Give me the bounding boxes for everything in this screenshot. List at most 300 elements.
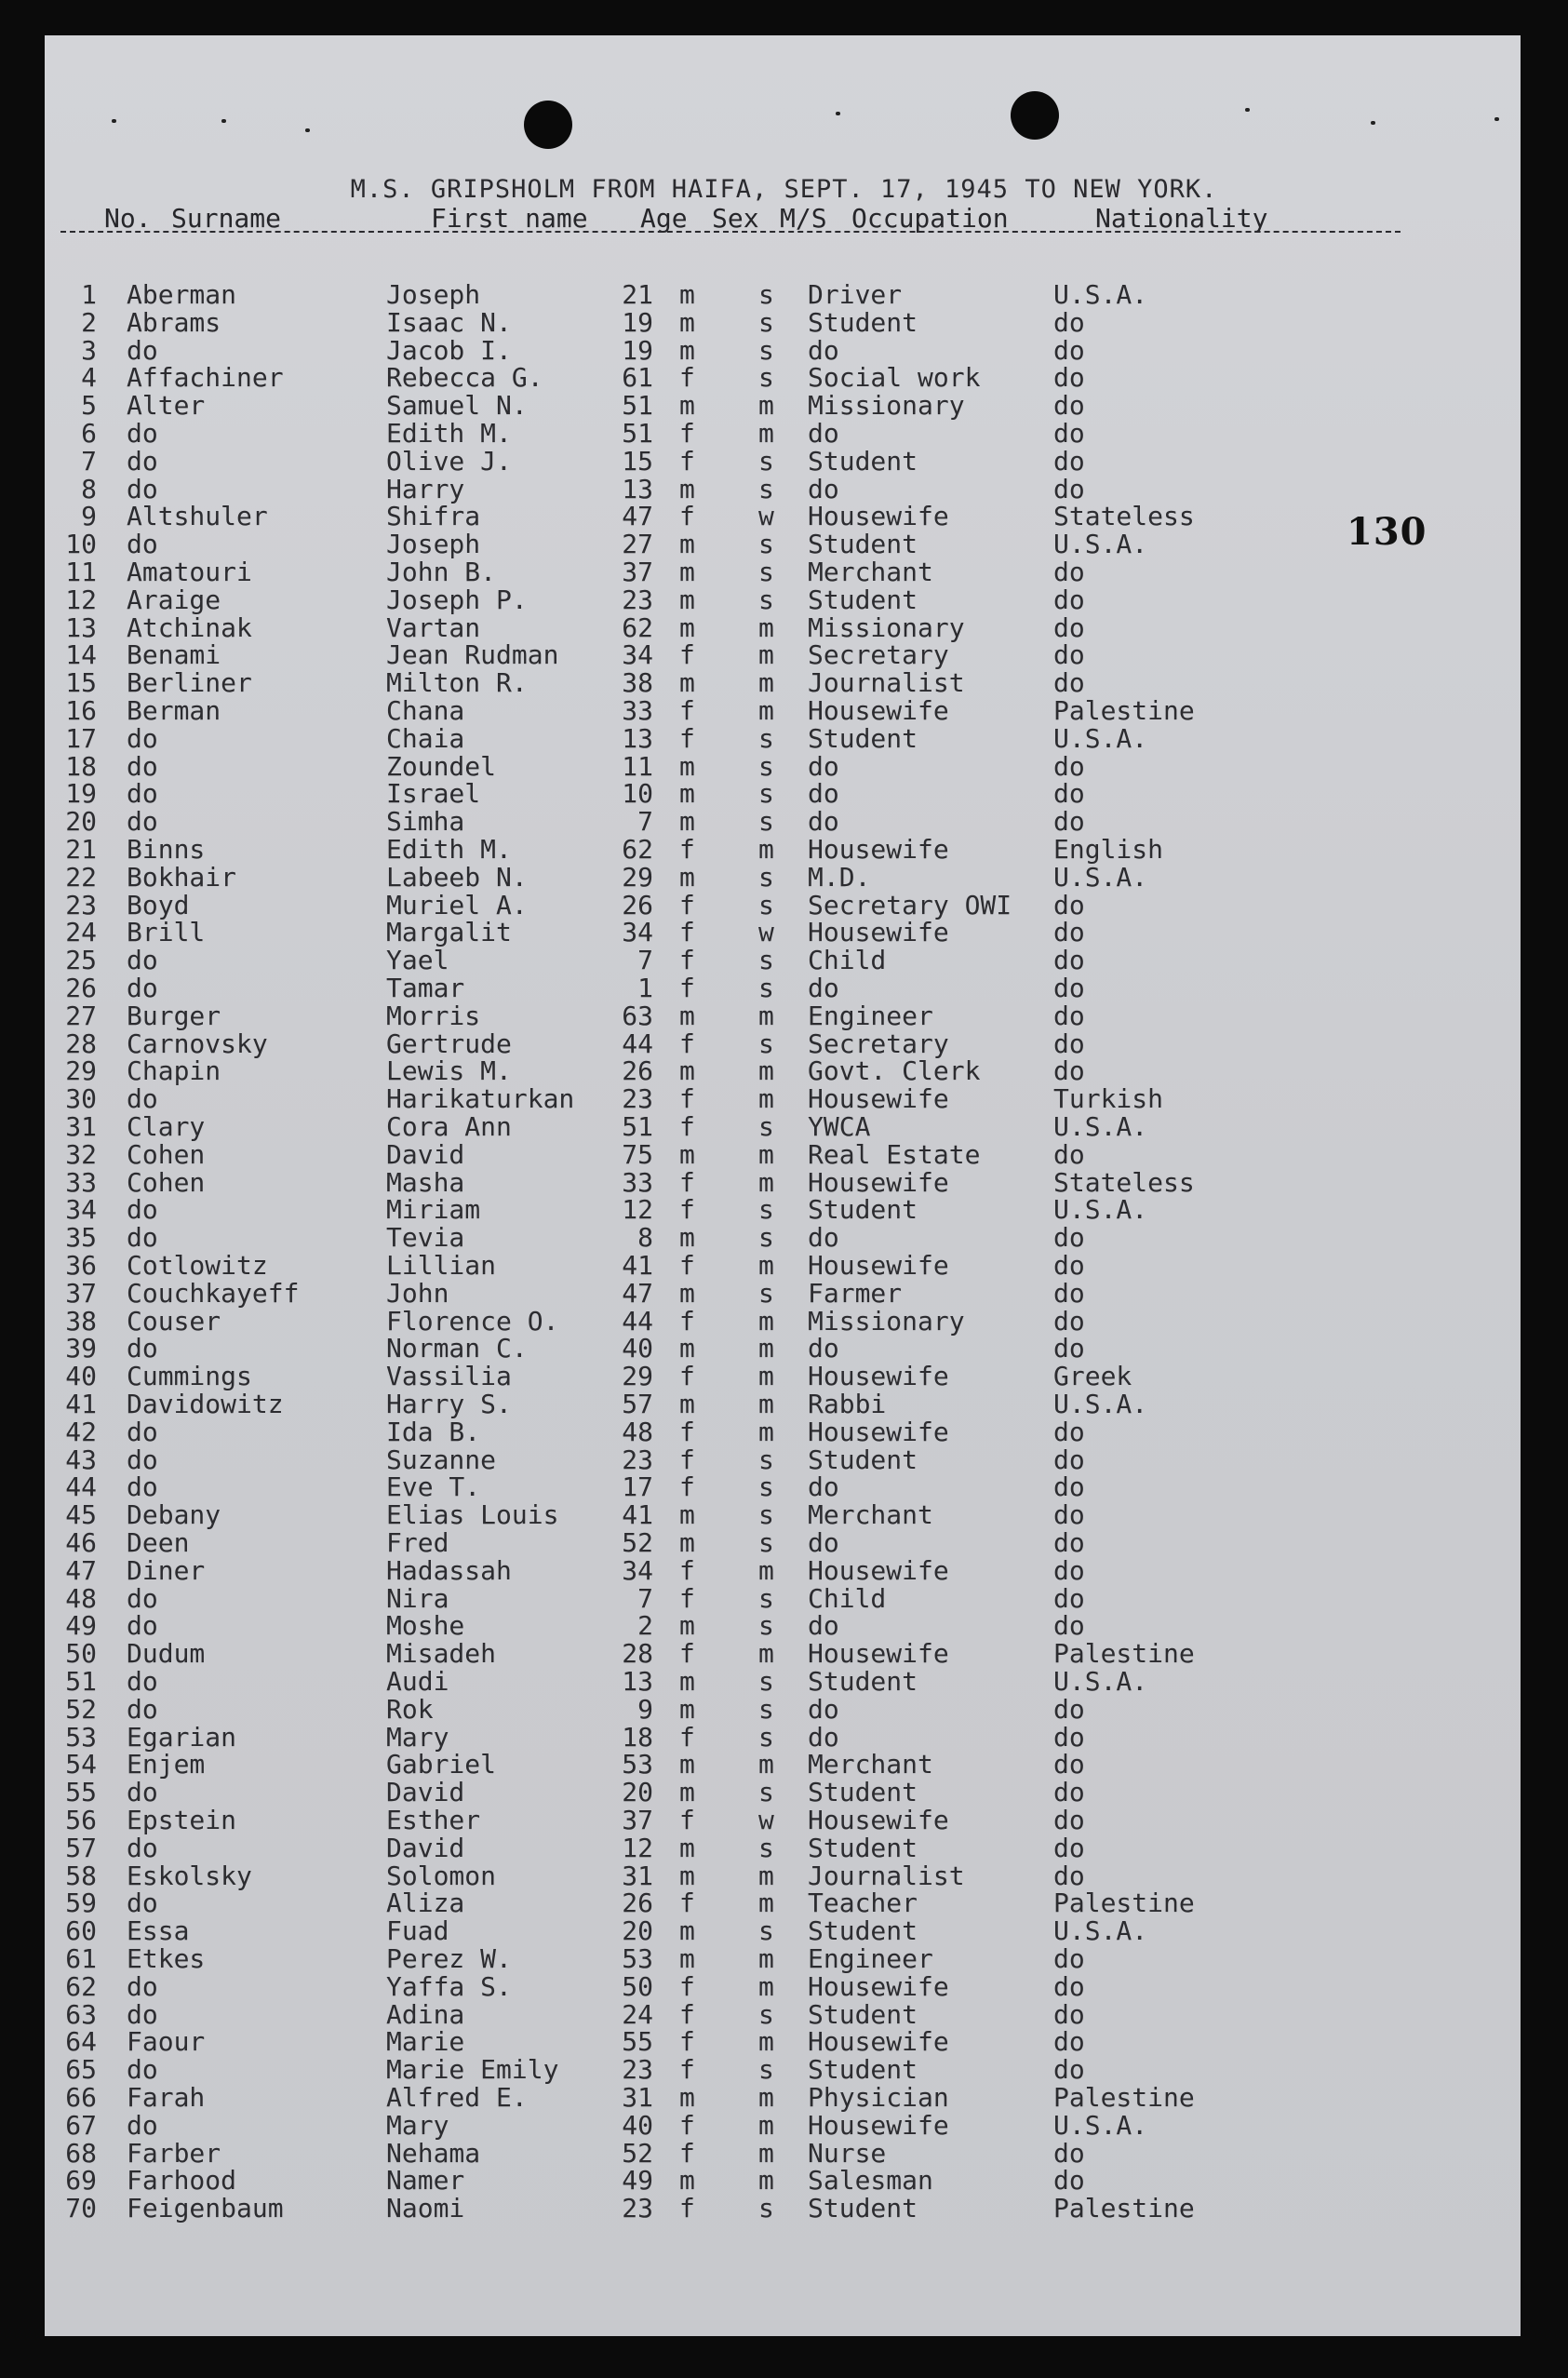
table-row bbox=[0, 1055, 1568, 1087]
punch-hole bbox=[524, 101, 572, 149]
sex-cell: f bbox=[679, 2026, 695, 2058]
table-row bbox=[0, 1222, 1568, 1254]
table-row bbox=[0, 390, 1568, 422]
sex-cell: f bbox=[679, 1111, 695, 1142]
row-number-cell: 64 bbox=[65, 2026, 97, 2058]
surname-cell: Farhood bbox=[127, 2165, 237, 2197]
marital-status-cell: m bbox=[758, 1638, 774, 1670]
first-name-cell: Ida B. bbox=[386, 1416, 481, 1447]
column-header-surname: Surname bbox=[171, 203, 282, 234]
sex-cell: m bbox=[679, 1000, 695, 1031]
surname-cell: Cotlowitz bbox=[127, 1250, 268, 1281]
marital-status-cell: s bbox=[758, 1721, 774, 1753]
occupation-cell: Housewife bbox=[808, 2109, 949, 2141]
table-row bbox=[0, 529, 1568, 560]
surname-cell: do bbox=[127, 1194, 158, 1226]
age-cell: 9 bbox=[637, 1693, 653, 1725]
header-rule bbox=[60, 231, 1400, 233]
first-name-cell: David bbox=[386, 1777, 465, 1808]
age-cell: 51 bbox=[622, 390, 653, 422]
age-cell: 15 bbox=[622, 445, 653, 477]
column-header-nationality: Nationality bbox=[1095, 203, 1268, 234]
table-row bbox=[0, 1111, 1568, 1142]
nationality-cell: do bbox=[1053, 1138, 1085, 1170]
marital-status-cell: m bbox=[758, 834, 774, 865]
marital-status-cell: s bbox=[758, 473, 774, 504]
marital-status-cell: s bbox=[758, 445, 774, 477]
age-cell: 7 bbox=[637, 945, 653, 976]
nationality-cell: Stateless bbox=[1053, 1166, 1195, 1198]
occupation-cell: Journalist bbox=[808, 1860, 965, 1891]
surname-cell: Cohen bbox=[127, 1166, 206, 1198]
occupation-cell: do bbox=[808, 806, 839, 838]
first-name-cell: Mary bbox=[386, 2109, 449, 2141]
nationality-cell: do bbox=[1053, 639, 1085, 671]
occupation-cell: Housewife bbox=[808, 695, 949, 726]
nationality-cell: do bbox=[1053, 445, 1085, 477]
table-row bbox=[0, 279, 1568, 310]
age-cell: 52 bbox=[622, 1527, 653, 1558]
row-number-cell: 20 bbox=[65, 806, 97, 838]
sex-cell: m bbox=[679, 1749, 695, 1780]
occupation-cell: Engineer bbox=[808, 1943, 933, 1974]
table-row bbox=[0, 306, 1568, 338]
surname-cell: Altshuler bbox=[127, 501, 268, 532]
nationality-cell: Stateless bbox=[1053, 501, 1195, 532]
surname-cell: Egarian bbox=[127, 1721, 237, 1753]
occupation-cell: YWCA bbox=[808, 1111, 871, 1142]
nationality-cell: do bbox=[1053, 1028, 1085, 1059]
first-name-cell: Harikaturkan bbox=[386, 1083, 575, 1115]
row-number-cell: 8 bbox=[81, 473, 97, 504]
column-header-occupation: Occupation bbox=[851, 203, 1009, 234]
sex-cell: f bbox=[679, 1805, 695, 1835]
nationality-cell: English bbox=[1053, 834, 1164, 865]
surname-cell: Amatouri bbox=[127, 557, 252, 587]
age-cell: 33 bbox=[622, 695, 653, 726]
row-number-cell: 49 bbox=[65, 1610, 97, 1642]
age-cell: 26 bbox=[622, 1055, 653, 1087]
occupation-cell: Student bbox=[808, 1444, 918, 1475]
occupation-cell: Merchant bbox=[808, 1749, 933, 1780]
page-number: 130 bbox=[1347, 510, 1427, 554]
row-number-cell: 58 bbox=[65, 1860, 97, 1891]
sex-cell: f bbox=[679, 1721, 695, 1753]
occupation-cell: Salesman bbox=[808, 2165, 933, 2197]
sex-cell: f bbox=[679, 1250, 695, 1281]
age-cell: 75 bbox=[622, 1138, 653, 1170]
age-cell: 55 bbox=[622, 2026, 653, 2058]
first-name-cell: Samuel N. bbox=[386, 390, 528, 422]
occupation-cell: do bbox=[808, 473, 839, 504]
age-cell: 21 bbox=[622, 279, 653, 310]
table-row bbox=[0, 750, 1568, 782]
table-row bbox=[0, 667, 1568, 699]
marital-status-cell: s bbox=[758, 973, 774, 1003]
nationality-cell: do bbox=[1053, 1970, 1085, 2002]
first-name-cell: Yaffa S. bbox=[386, 1970, 512, 2002]
row-number-cell: 47 bbox=[65, 1554, 97, 1586]
sex-cell: f bbox=[679, 2054, 695, 2086]
table-row bbox=[0, 2109, 1568, 2141]
nationality-cell: U.S.A. bbox=[1053, 1194, 1148, 1226]
table-row bbox=[0, 1915, 1568, 1947]
age-cell: 34 bbox=[622, 639, 653, 671]
age-cell: 26 bbox=[622, 889, 653, 920]
nationality-cell: U.S.A. bbox=[1053, 1111, 1148, 1142]
occupation-cell: Social work bbox=[808, 362, 981, 394]
surname-cell: Atchinak bbox=[127, 611, 252, 643]
occupation-cell: do bbox=[808, 750, 839, 782]
marital-status-cell: s bbox=[758, 1582, 774, 1614]
table-row bbox=[0, 1943, 1568, 1974]
surname-cell: do bbox=[127, 1832, 158, 1863]
age-cell: 48 bbox=[622, 1416, 653, 1447]
row-number-cell: 44 bbox=[65, 1471, 97, 1503]
speck bbox=[836, 112, 840, 115]
surname-cell: Enjem bbox=[127, 1749, 206, 1780]
surname-cell: Boyd bbox=[127, 889, 190, 920]
first-name-cell: Vassilia bbox=[386, 1361, 512, 1392]
row-number-cell: 35 bbox=[65, 1222, 97, 1254]
row-number-cell: 23 bbox=[65, 889, 97, 920]
first-name-cell: Misadeh bbox=[386, 1638, 497, 1670]
row-number-cell: 48 bbox=[65, 1582, 97, 1614]
nationality-cell: do bbox=[1053, 1305, 1085, 1337]
surname-cell: do bbox=[127, 722, 158, 754]
row-number-cell: 21 bbox=[65, 834, 97, 865]
sex-cell: f bbox=[679, 1554, 695, 1586]
nationality-cell: Palestine bbox=[1053, 1638, 1195, 1670]
nationality-cell: do bbox=[1053, 1693, 1085, 1725]
nationality-cell: do bbox=[1053, 1582, 1085, 1614]
table-row bbox=[0, 1138, 1568, 1170]
surname-cell: Binns bbox=[127, 834, 206, 865]
column-header-age: Age bbox=[640, 203, 688, 234]
first-name-cell: Israel bbox=[386, 778, 481, 810]
first-name-cell: Moshe bbox=[386, 1610, 465, 1642]
occupation-cell: do bbox=[808, 778, 839, 810]
occupation-cell: Merchant bbox=[808, 557, 933, 587]
first-name-cell: Margalit bbox=[386, 917, 512, 948]
marital-status-cell: m bbox=[758, 1554, 774, 1586]
nationality-cell: do bbox=[1053, 1610, 1085, 1642]
sex-cell: f bbox=[679, 445, 695, 477]
occupation-cell: Missionary bbox=[808, 1305, 965, 1337]
surname-cell: Araige bbox=[127, 584, 221, 615]
sex-cell: m bbox=[679, 806, 695, 838]
nationality-cell: do bbox=[1053, 750, 1085, 782]
surname-cell: do bbox=[127, 778, 158, 810]
nationality-cell: do bbox=[1053, 778, 1085, 810]
marital-status-cell: s bbox=[758, 1832, 774, 1863]
surname-cell: do bbox=[127, 418, 158, 449]
sex-cell: m bbox=[679, 1777, 695, 1808]
occupation-cell: Nurse bbox=[808, 2137, 887, 2169]
marital-status-cell: s bbox=[758, 861, 774, 893]
occupation-cell: Merchant bbox=[808, 1499, 933, 1531]
nationality-cell: Greek bbox=[1053, 1361, 1132, 1392]
occupation-cell: Child bbox=[808, 945, 887, 976]
row-number-cell: 68 bbox=[65, 2137, 97, 2169]
occupation-cell: Secretary bbox=[808, 639, 949, 671]
occupation-cell: Real Estate bbox=[808, 1138, 981, 1170]
first-name-cell: Nehama bbox=[386, 2137, 481, 2169]
age-cell: 51 bbox=[622, 1111, 653, 1142]
sex-cell: m bbox=[679, 473, 695, 504]
occupation-cell: Student bbox=[808, 1832, 918, 1863]
row-number-cell: 38 bbox=[65, 1305, 97, 1337]
surname-cell: do bbox=[127, 973, 158, 1003]
surname-cell: Chapin bbox=[127, 1055, 221, 1087]
table-row bbox=[0, 1028, 1568, 1059]
occupation-cell: Driver bbox=[808, 279, 903, 310]
age-cell: 24 bbox=[622, 1998, 653, 2030]
table-row bbox=[0, 1166, 1568, 1198]
age-cell: 50 bbox=[622, 1970, 653, 2002]
surname-cell: do bbox=[127, 2054, 158, 2086]
age-cell: 31 bbox=[622, 1860, 653, 1891]
sex-cell: m bbox=[679, 861, 695, 893]
first-name-cell: Namer bbox=[386, 2165, 465, 2197]
occupation-cell: do bbox=[808, 1721, 839, 1753]
sex-cell: f bbox=[679, 722, 695, 754]
column-header-sex: Sex bbox=[712, 203, 759, 234]
first-name-cell: David bbox=[386, 1832, 465, 1863]
age-cell: 2 bbox=[637, 1610, 653, 1642]
first-name-cell: Tevia bbox=[386, 1222, 465, 1254]
surname-cell: do bbox=[127, 1471, 158, 1503]
nationality-cell: do bbox=[1053, 1000, 1085, 1031]
table-row bbox=[0, 445, 1568, 477]
first-name-cell: Marie bbox=[386, 2026, 465, 2058]
age-cell: 34 bbox=[622, 917, 653, 948]
row-number-cell: 11 bbox=[65, 557, 97, 587]
occupation-cell: Housewife bbox=[808, 1361, 949, 1392]
occupation-cell: Secretary OWI bbox=[808, 889, 1012, 920]
first-name-cell: Labeeb N. bbox=[386, 861, 528, 893]
first-name-cell: Suzanne bbox=[386, 1444, 497, 1475]
marital-status-cell: s bbox=[758, 806, 774, 838]
age-cell: 51 bbox=[622, 418, 653, 449]
table-row bbox=[0, 2026, 1568, 2058]
row-number-cell: 5 bbox=[81, 390, 97, 422]
sex-cell: m bbox=[679, 1055, 695, 1087]
occupation-cell: M.D. bbox=[808, 861, 871, 893]
age-cell: 61 bbox=[622, 362, 653, 394]
table-row bbox=[0, 1083, 1568, 1115]
table-row bbox=[0, 1638, 1568, 1670]
occupation-cell: Housewife bbox=[808, 1083, 949, 1115]
row-number-cell: 46 bbox=[65, 1527, 97, 1558]
marital-status-cell: m bbox=[758, 2082, 774, 2113]
sex-cell: f bbox=[679, 1970, 695, 2002]
nationality-cell: U.S.A. bbox=[1053, 1915, 1148, 1947]
sex-cell: m bbox=[679, 334, 695, 366]
occupation-cell: do bbox=[808, 1527, 839, 1558]
sex-cell: m bbox=[679, 584, 695, 615]
surname-cell: do bbox=[127, 1416, 158, 1447]
row-number-cell: 51 bbox=[65, 1666, 97, 1697]
row-number-cell: 28 bbox=[65, 1028, 97, 1059]
surname-cell: Debany bbox=[127, 1499, 221, 1531]
table-row bbox=[0, 584, 1568, 615]
age-cell: 37 bbox=[622, 557, 653, 587]
first-name-cell: Audi bbox=[386, 1666, 449, 1697]
nationality-cell: do bbox=[1053, 1222, 1085, 1254]
table-row bbox=[0, 973, 1568, 1001]
row-number-cell: 29 bbox=[65, 1055, 97, 1087]
marital-status-cell: m bbox=[758, 611, 774, 643]
marital-status-cell: m bbox=[758, 1970, 774, 2002]
table-row bbox=[0, 695, 1568, 726]
age-cell: 19 bbox=[622, 306, 653, 338]
row-number-cell: 70 bbox=[65, 2193, 97, 2224]
age-cell: 29 bbox=[622, 1361, 653, 1392]
marital-status-cell: m bbox=[758, 1166, 774, 1198]
table-row bbox=[0, 418, 1568, 449]
marital-status-cell: m bbox=[758, 1055, 774, 1087]
occupation-cell: do bbox=[808, 1471, 839, 1503]
occupation-cell: Housewife bbox=[808, 1166, 949, 1198]
nationality-cell: do bbox=[1053, 1471, 1085, 1503]
age-cell: 10 bbox=[622, 778, 653, 810]
age-cell: 34 bbox=[622, 1554, 653, 1586]
row-number-cell: 13 bbox=[65, 611, 97, 643]
marital-status-cell: s bbox=[758, 945, 774, 976]
age-cell: 40 bbox=[622, 1333, 653, 1364]
marital-status-cell: s bbox=[758, 1499, 774, 1531]
first-name-cell: Solomon bbox=[386, 1860, 497, 1891]
marital-status-cell: s bbox=[758, 722, 774, 754]
age-cell: 41 bbox=[622, 1499, 653, 1531]
sex-cell: f bbox=[679, 1305, 695, 1337]
occupation-cell: Govt. Clerk bbox=[808, 1055, 981, 1087]
marital-status-cell: m bbox=[758, 1389, 774, 1419]
age-cell: 53 bbox=[622, 1749, 653, 1780]
surname-cell: Farah bbox=[127, 2082, 206, 2113]
occupation-cell: Student bbox=[808, 306, 918, 338]
first-name-cell: Fuad bbox=[386, 1915, 449, 1947]
nationality-cell: U.S.A. bbox=[1053, 722, 1148, 754]
occupation-cell: Student bbox=[808, 1915, 918, 1947]
marital-status-cell: s bbox=[758, 1998, 774, 2030]
nationality-cell: do bbox=[1053, 473, 1085, 504]
table-row bbox=[0, 1888, 1568, 1919]
first-name-cell: Gertrude bbox=[386, 1028, 512, 1059]
table-row bbox=[0, 806, 1568, 838]
marital-status-cell: s bbox=[758, 1222, 774, 1254]
first-name-cell: Elias Louis bbox=[386, 1499, 559, 1531]
speck bbox=[305, 128, 310, 132]
age-cell: 44 bbox=[622, 1305, 653, 1337]
table-row bbox=[0, 1333, 1568, 1364]
first-name-cell: Miriam bbox=[386, 1194, 481, 1226]
nationality-cell: U.S.A. bbox=[1053, 2109, 1148, 2141]
nationality-cell: do bbox=[1053, 973, 1085, 1003]
surname-cell: Berliner bbox=[127, 667, 252, 699]
first-name-cell: Adina bbox=[386, 1998, 465, 2030]
occupation-cell: Student bbox=[808, 529, 918, 560]
nationality-cell: Palestine bbox=[1053, 1888, 1195, 1919]
row-number-cell: 1 bbox=[81, 279, 97, 310]
surname-cell: do bbox=[127, 1333, 158, 1364]
first-name-cell: Lillian bbox=[386, 1250, 497, 1281]
occupation-cell: Rabbi bbox=[808, 1389, 887, 1419]
marital-status-cell: w bbox=[758, 501, 774, 532]
first-name-cell: Shifra bbox=[386, 501, 481, 532]
first-name-cell: Milton R. bbox=[386, 667, 528, 699]
nationality-cell: do bbox=[1053, 1721, 1085, 1753]
surname-cell: do bbox=[127, 806, 158, 838]
table-row bbox=[0, 474, 1568, 502]
nationality-cell: Palestine bbox=[1053, 2082, 1195, 2113]
sex-cell: m bbox=[679, 1915, 695, 1947]
nationality-cell: do bbox=[1053, 2026, 1085, 2058]
age-cell: 47 bbox=[622, 1277, 653, 1309]
occupation-cell: Farmer bbox=[808, 1277, 903, 1309]
marital-status-cell: m bbox=[758, 2109, 774, 2141]
nationality-cell: do bbox=[1053, 362, 1085, 394]
table-row bbox=[0, 722, 1568, 754]
table-row bbox=[0, 2054, 1568, 2086]
age-cell: 37 bbox=[622, 1805, 653, 1835]
row-number-cell: 25 bbox=[65, 945, 97, 976]
occupation-cell: Physician bbox=[808, 2082, 949, 2113]
occupation-cell: Student bbox=[808, 2054, 918, 2086]
table-row bbox=[0, 1833, 1568, 1861]
surname-cell: Aberman bbox=[127, 279, 237, 310]
row-number-cell: 17 bbox=[65, 722, 97, 754]
nationality-cell: do bbox=[1053, 1943, 1085, 1974]
surname-cell: Abrams bbox=[127, 306, 221, 338]
speck bbox=[1371, 121, 1375, 125]
table-row bbox=[0, 1610, 1568, 1642]
nationality-cell: U.S.A. bbox=[1053, 861, 1148, 893]
age-cell: 57 bbox=[622, 1389, 653, 1419]
sex-cell: f bbox=[679, 917, 695, 948]
surname-cell: do bbox=[127, 750, 158, 782]
first-name-cell: Gabriel bbox=[386, 1749, 497, 1780]
table-row bbox=[0, 2165, 1568, 2197]
nationality-cell: U.S.A. bbox=[1053, 279, 1148, 310]
age-cell: 40 bbox=[622, 2109, 653, 2141]
surname-cell: Couchkayeff bbox=[127, 1277, 300, 1309]
first-name-cell: Jean Rudman bbox=[386, 639, 559, 671]
age-cell: 18 bbox=[622, 1721, 653, 1753]
surname-cell: do bbox=[127, 2109, 158, 2141]
sex-cell: m bbox=[679, 778, 695, 810]
first-name-cell: Nira bbox=[386, 1582, 449, 1614]
row-number-cell: 69 bbox=[65, 2165, 97, 2197]
table-row bbox=[0, 861, 1568, 893]
sex-cell: f bbox=[679, 973, 695, 1003]
marital-status-cell: m bbox=[758, 667, 774, 699]
sex-cell: m bbox=[679, 1138, 695, 1170]
row-number-cell: 2 bbox=[81, 306, 97, 338]
nationality-cell: do bbox=[1053, 1832, 1085, 1863]
row-number-cell: 54 bbox=[65, 1749, 97, 1780]
first-name-cell: John bbox=[386, 1277, 449, 1309]
row-number-cell: 63 bbox=[65, 1998, 97, 2030]
first-name-cell: Marie Emily bbox=[386, 2054, 559, 2086]
first-name-cell: Harry S. bbox=[386, 1389, 512, 1419]
marital-status-cell: s bbox=[758, 1610, 774, 1642]
first-name-cell: Cora Ann bbox=[386, 1111, 512, 1142]
surname-cell: Bokhair bbox=[127, 861, 237, 893]
sex-cell: f bbox=[679, 1416, 695, 1447]
row-number-cell: 59 bbox=[65, 1888, 97, 1919]
